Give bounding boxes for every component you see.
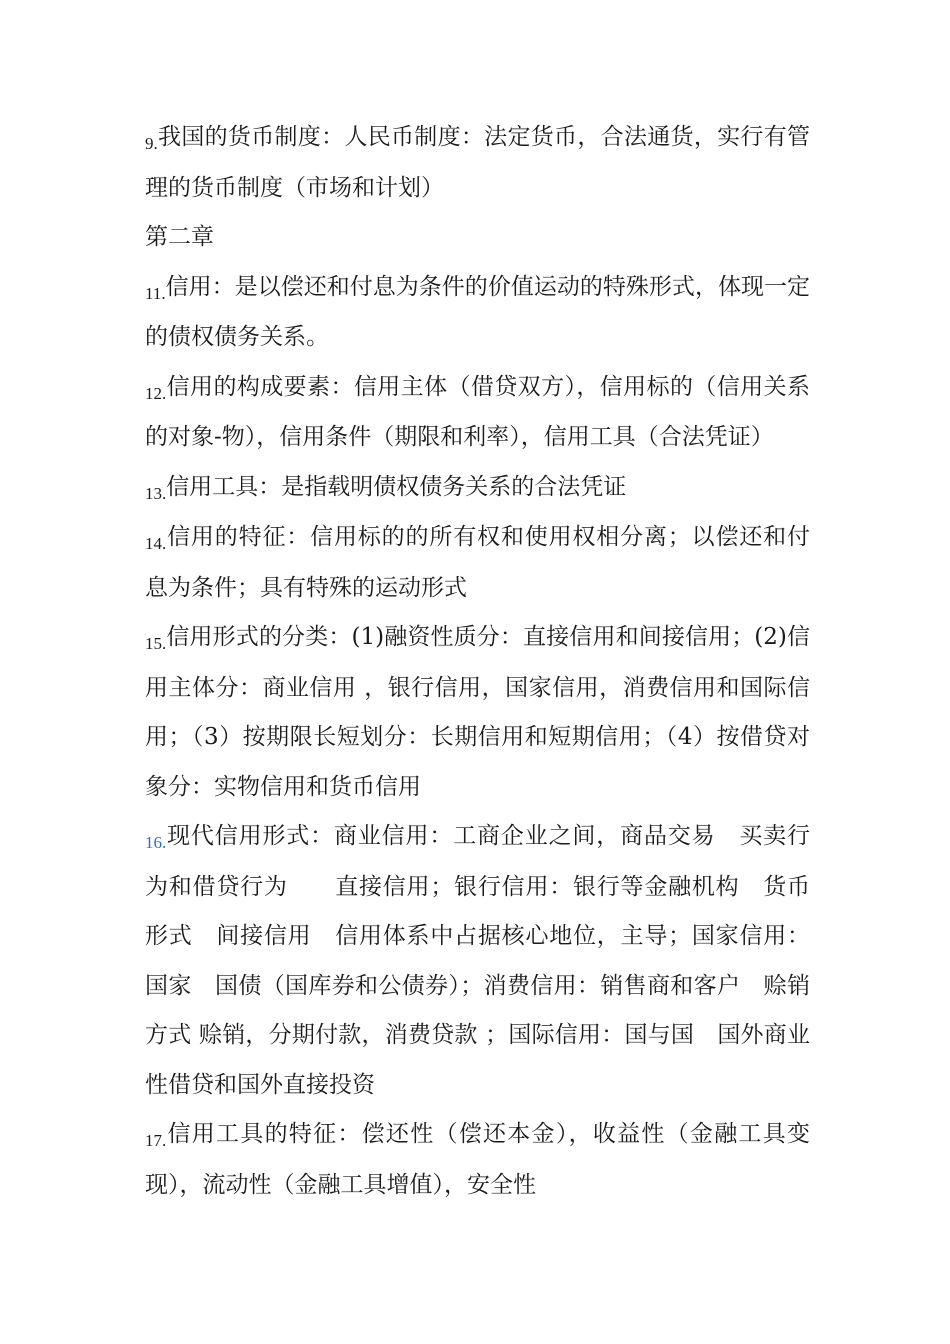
item-15 <box>145 613 810 812</box>
item-12 <box>145 363 810 463</box>
item-number: 12. <box>145 383 167 403</box>
item-text: 现代信用形式：商业信用：工商企业之间，商品交易 买卖行为和借贷行为 直接信用；银行信用：银行等金融机构 货币形式 间接信用 信用体系中占据核心地位，主导；国家信用：国家 国债（国库券和公债券）；消费信用：销售商和客户 赊销方式 赊销，分期付款，消费贷款 ；国际信用：国与国 国外商业性借贷和国外直接投资 <box>145 823 810 1098</box>
item-number: 15. <box>145 634 167 653</box>
item-number: 9. <box>145 134 158 153</box>
item-9 <box>145 113 810 213</box>
item-text: 信用工具：是指载明债权债务关系的合法凭证 <box>166 473 627 500</box>
item-11 <box>145 263 810 363</box>
document-body <box>145 113 810 1210</box>
item-text: 我国的货币制度：人民币制度：法定货币，合法通货，实行有管理的货币制度（市场和计划） <box>145 124 810 201</box>
item-number: 11. <box>145 283 166 303</box>
item-number: 13. <box>145 483 167 503</box>
item-16 <box>145 812 810 1110</box>
item-text: 信用工具的特征：偿还性（偿还本金），收益性（金融工具变现），流动性（金融工具增值），安全性 <box>145 1121 810 1198</box>
item-text: 信用的构成要素：信用主体（借贷双方），信用标的（信用关系的对象-物），信用条件（期限和利率），信用工具（合法凭证） <box>145 373 810 450</box>
item-number: 14. <box>145 534 167 553</box>
item-text: 信用：是以偿还和付息为条件的价值运动的特殊形式，体现一定的债权债务关系。 <box>145 273 810 350</box>
item-17 <box>145 1110 810 1210</box>
item-number: 17. <box>145 1131 167 1150</box>
chapter-heading <box>145 213 810 263</box>
item-14 <box>145 513 810 613</box>
item-text: 信用的特征：信用标的的所有权和使用权相分离；以偿还和付息为条件；具有特殊的运动形式 <box>145 524 810 601</box>
item-13 <box>145 463 810 514</box>
chapter-title: 第二章 <box>145 224 214 250</box>
item-number: 16. <box>145 833 167 852</box>
item-text: 信用形式的分类：(1)融资性质分：直接信用和间接信用；(2)信用主体分：商业信用 ，银行信用，国家信用，消费信用和国际信用；（3）按期限长短划分：长期信用和短期信用；（4）按借贷对象分：实物信用和货币信用 <box>145 624 810 800</box>
